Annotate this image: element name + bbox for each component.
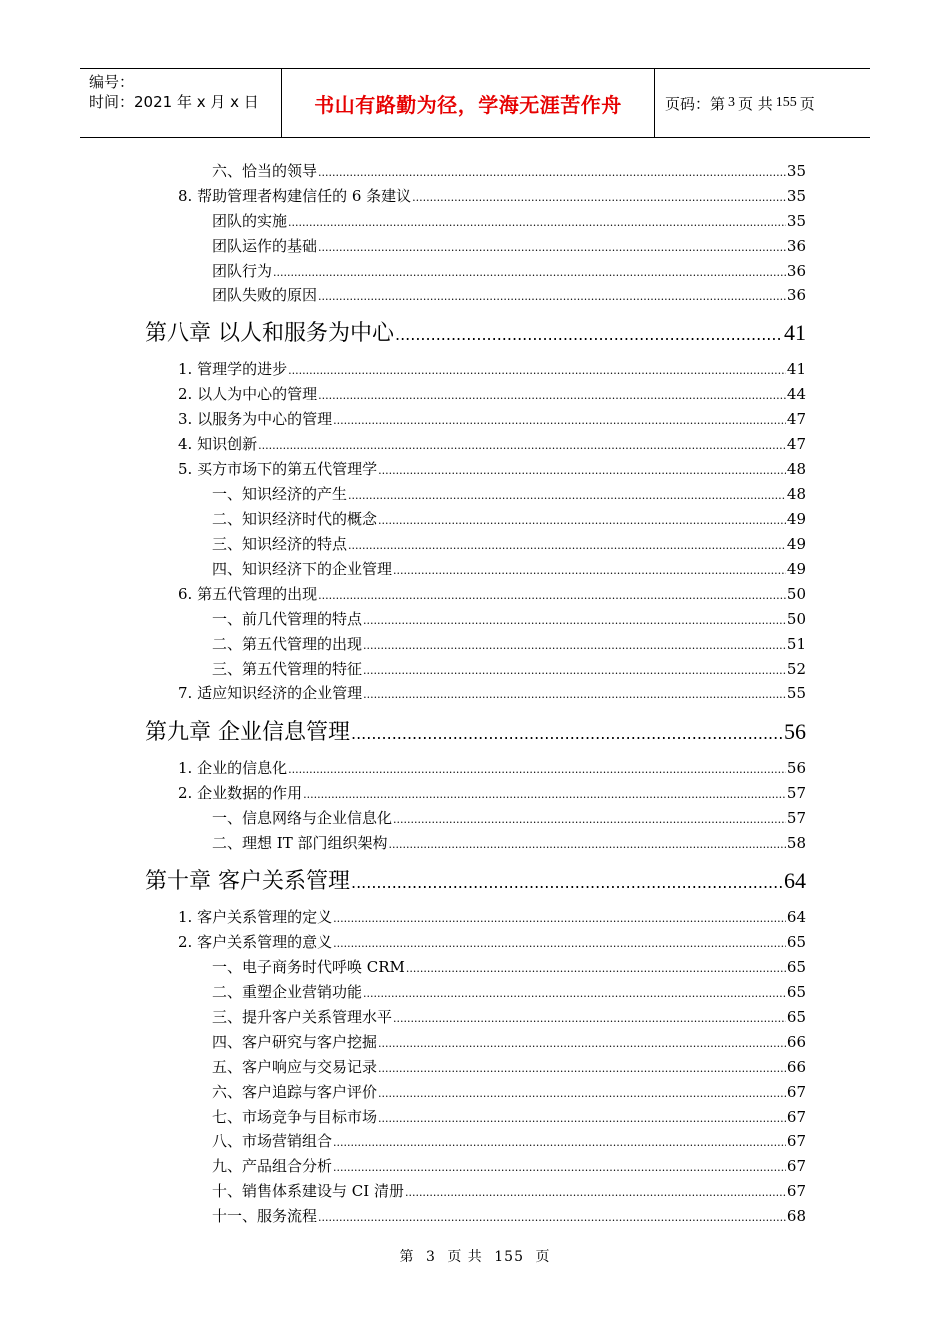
toc-entry-page: 67 xyxy=(786,1132,806,1150)
toc-chapter[interactable] xyxy=(145,315,806,351)
toc-entry-page: 35 xyxy=(786,187,806,205)
toc-leader xyxy=(333,407,786,433)
toc-entry-title: 三、第五代管理的特征 xyxy=(212,660,363,678)
header-motto: 书山有路勤为径，学海无涯苦作舟 xyxy=(282,69,655,137)
toc-entry[interactable] xyxy=(212,831,806,855)
toc-leader xyxy=(318,234,786,260)
toc-chapter-page: 41 xyxy=(784,320,806,345)
page-mid: 页 共 xyxy=(738,94,773,113)
toc-entry-page: 51 xyxy=(786,635,806,653)
page-footer xyxy=(0,1246,950,1266)
toc-entry-title: 十、销售体系建设与 CI 清册 xyxy=(212,1182,404,1200)
toc-entry-page: 67 xyxy=(786,1157,806,1175)
toc-entry[interactable] xyxy=(178,781,806,805)
toc-leader xyxy=(388,831,785,857)
toc-entry-page: 67 xyxy=(786,1083,806,1101)
toc-chapter-page: 64 xyxy=(784,868,806,893)
toc-entry[interactable] xyxy=(178,357,806,381)
toc-entry-page: 68 xyxy=(786,1207,806,1225)
toc-leader xyxy=(318,1204,786,1230)
toc-entry[interactable] xyxy=(212,482,806,506)
toc-entry-page: 35 xyxy=(786,212,806,230)
toc-entry-title: 团队行为 xyxy=(212,262,273,280)
toc-entry-title: 一、知识经济的产生 xyxy=(212,485,348,503)
toc-entry[interactable] xyxy=(178,184,806,208)
toc-entry-page: 65 xyxy=(786,933,806,951)
toc-entry-title: 八、市场营销组合 xyxy=(212,1132,333,1150)
toc-entry-page: 55 xyxy=(786,684,806,702)
toc-leader xyxy=(288,357,786,383)
toc-chapter[interactable] xyxy=(145,714,806,750)
toc-entry-title: 6. 第五代管理的出现 xyxy=(178,585,318,603)
toc-chapter-page: 56 xyxy=(784,719,806,744)
toc-entry-title: 二、理想 IT 部门组织架构 xyxy=(212,834,388,852)
toc-leader xyxy=(393,806,786,832)
toc-leader xyxy=(303,781,786,807)
toc-entry-page: 50 xyxy=(786,585,806,603)
toc-entry[interactable] xyxy=(212,1005,806,1029)
toc-entry[interactable] xyxy=(178,582,806,606)
toc-entry[interactable] xyxy=(212,1129,806,1153)
toc-leader xyxy=(318,283,786,309)
toc-entry[interactable] xyxy=(212,234,806,258)
toc-entry-page: 47 xyxy=(786,410,806,428)
toc-entry-title: 3. 以服务为中心的管理 xyxy=(178,410,333,428)
toc-chapter-title: 第九章 企业信息管理 xyxy=(145,720,350,745)
footer-current: 3 xyxy=(425,1249,436,1265)
toc-entry[interactable] xyxy=(212,1204,806,1228)
toc-leader xyxy=(393,1005,786,1031)
toc-entry[interactable] xyxy=(212,1055,806,1079)
toc-entry-page: 48 xyxy=(786,485,806,503)
toc-entry[interactable] xyxy=(178,407,806,431)
toc-leader xyxy=(405,1179,786,1205)
toc-entry-title: 二、第五代管理的出现 xyxy=(212,635,363,653)
toc-entry[interactable] xyxy=(212,209,806,233)
toc-entry[interactable] xyxy=(178,457,806,481)
toc-chapter-title: 第八章 以人和服务为中心 xyxy=(145,321,394,346)
toc-entry-page: 36 xyxy=(786,286,806,304)
toc-entry[interactable] xyxy=(178,930,806,954)
toc-leader xyxy=(318,159,786,185)
toc-leader xyxy=(288,756,786,782)
toc-entry-page: 65 xyxy=(786,958,806,976)
toc-entry[interactable] xyxy=(212,159,806,183)
page-total: 155 xyxy=(775,95,797,110)
toc-entry-page: 67 xyxy=(786,1182,806,1200)
toc-entry-page: 49 xyxy=(786,510,806,528)
footer-mid: 页 共 xyxy=(447,1249,483,1265)
toc-entry[interactable] xyxy=(212,980,806,1004)
footer-total: 155 xyxy=(494,1249,524,1265)
toc-entry[interactable] xyxy=(212,607,806,631)
toc-entry-page: 47 xyxy=(786,435,806,453)
toc-entry-title: 团队的实施 xyxy=(212,212,288,230)
toc-entry-title: 2. 以人为中心的管理 xyxy=(178,385,318,403)
toc-entry-title: 六、客户追踪与客户评价 xyxy=(212,1083,378,1101)
page-current: 3 xyxy=(728,95,736,110)
toc-entry-title: 三、知识经济的特点 xyxy=(212,535,348,553)
toc-entry-page: 49 xyxy=(786,560,806,578)
toc-entry-page: 41 xyxy=(786,360,806,378)
toc-leader xyxy=(273,259,786,285)
toc-leader xyxy=(378,457,786,483)
toc-chapter-title: 第十章 客户关系管理 xyxy=(145,869,350,894)
toc-leader xyxy=(378,1080,786,1106)
toc-leader xyxy=(348,532,786,558)
toc-leader xyxy=(378,1030,786,1056)
toc-entry-title: 一、前几代管理的特点 xyxy=(212,610,363,628)
toc-entry-title: 二、知识经济时代的概念 xyxy=(212,510,378,528)
toc-leader xyxy=(258,432,786,458)
toc-entry[interactable] xyxy=(212,1154,806,1178)
toc-entry-page: 66 xyxy=(786,1058,806,1076)
toc-entry[interactable] xyxy=(212,1179,806,1203)
toc-entry-title: 2. 客户关系管理的意义 xyxy=(178,933,333,951)
toc-entry-title: 二、重塑企业营销功能 xyxy=(212,983,363,1001)
toc-entry-page: 36 xyxy=(786,262,806,280)
toc-leader xyxy=(363,657,786,683)
toc-entry-page: 36 xyxy=(786,237,806,255)
footer-suffix: 页 xyxy=(535,1249,551,1265)
toc-leader xyxy=(288,209,786,235)
toc-leader xyxy=(378,1055,786,1081)
toc-entry-page: 66 xyxy=(786,1033,806,1051)
toc-entry-title: 一、信息网络与企业信息化 xyxy=(212,809,393,827)
toc-entry[interactable] xyxy=(212,1080,806,1104)
toc-entry-page: 67 xyxy=(786,1108,806,1126)
toc-entry[interactable] xyxy=(212,632,806,656)
toc-chapter[interactable] xyxy=(145,863,806,899)
toc-entry-title: 六、恰当的领导 xyxy=(212,162,318,180)
toc-entry-title: 四、知识经济下的企业管理 xyxy=(212,560,393,578)
page-label: 页码：第 xyxy=(665,94,726,113)
toc-entry-page: 57 xyxy=(786,809,806,827)
toc-leader xyxy=(363,632,786,658)
toc-entry[interactable] xyxy=(212,283,806,307)
toc-leader xyxy=(395,316,783,353)
toc-entry-title: 1. 客户关系管理的定义 xyxy=(178,908,333,926)
toc-leader xyxy=(363,980,786,1006)
toc-entry-page: 65 xyxy=(786,983,806,1001)
toc-entry-title: 七、市场竞争与目标市场 xyxy=(212,1108,378,1126)
toc-leader xyxy=(333,1129,786,1155)
toc-leader xyxy=(351,715,783,752)
toc-entry-title: 九、产品组合分析 xyxy=(212,1157,333,1175)
toc-leader xyxy=(333,1154,786,1180)
time-label: 时间：2021 年 x 月 x 日 xyxy=(89,93,259,111)
toc-entry[interactable] xyxy=(212,259,806,283)
toc-entry-page: 48 xyxy=(786,460,806,478)
toc-leader xyxy=(378,507,786,533)
toc-entry-title: 5. 买方市场下的第五代管理学 xyxy=(178,460,378,478)
toc-entry[interactable] xyxy=(212,532,806,556)
toc-entry-page: 64 xyxy=(786,908,806,926)
toc-entry-page: 56 xyxy=(786,759,806,777)
toc-entry-page: 57 xyxy=(786,784,806,802)
toc-leader xyxy=(393,557,786,583)
toc-entry[interactable] xyxy=(212,1030,806,1054)
toc-leader xyxy=(351,864,783,901)
toc-entry-title: 团队失败的原因 xyxy=(212,286,318,304)
toc-leader xyxy=(333,905,786,931)
toc-entry[interactable] xyxy=(212,806,806,830)
toc-entry-page: 65 xyxy=(786,1008,806,1026)
toc-entry[interactable] xyxy=(178,382,806,406)
toc-entry-title: 四、客户研究与客户挖掘 xyxy=(212,1033,378,1051)
toc-entry-page: 58 xyxy=(786,834,806,852)
toc-entry[interactable] xyxy=(212,1105,806,1129)
toc-entry[interactable] xyxy=(178,905,806,929)
toc-entry-title: 4. 知识创新 xyxy=(178,435,258,453)
toc-leader xyxy=(406,955,786,981)
toc-entry-title: 团队运作的基础 xyxy=(212,237,318,255)
toc-entry-title: 8. 帮助管理者构建信任的 6 条建议 xyxy=(178,187,412,205)
toc-entry[interactable] xyxy=(212,507,806,531)
toc-leader xyxy=(363,681,786,707)
toc-leader xyxy=(333,930,786,956)
toc-leader xyxy=(318,582,786,608)
toc-entry-title: 7. 适应知识经济的企业管理 xyxy=(178,684,363,702)
toc-entry-title: 十一、服务流程 xyxy=(212,1207,318,1225)
toc-entry-title: 1. 企业的信息化 xyxy=(178,759,288,777)
toc-entry-page: 50 xyxy=(786,610,806,628)
toc-entry[interactable] xyxy=(212,657,806,681)
footer-prefix: 第 xyxy=(399,1249,415,1265)
page-end: 页 xyxy=(799,94,815,113)
toc-entry-title: 一、电子商务时代呼唤 CRM xyxy=(212,958,405,976)
toc-leader xyxy=(318,382,786,408)
toc-leader xyxy=(378,1105,786,1131)
toc-entry-page: 52 xyxy=(786,660,806,678)
toc-leader xyxy=(363,607,786,633)
number-label: 编号： xyxy=(89,73,135,91)
toc-entry-title: 五、客户响应与交易记录 xyxy=(212,1058,378,1076)
toc-entry[interactable] xyxy=(178,756,806,780)
toc-entry-page: 44 xyxy=(786,385,806,403)
toc-entry-title: 三、提升客户关系管理水平 xyxy=(212,1008,393,1026)
toc-entry[interactable] xyxy=(212,955,806,979)
toc-entry[interactable] xyxy=(212,557,806,581)
toc-entry[interactable] xyxy=(178,432,806,456)
toc-entry-page: 35 xyxy=(786,162,806,180)
toc-entry-page: 49 xyxy=(786,535,806,553)
toc-entry[interactable] xyxy=(178,681,806,705)
toc-leader xyxy=(412,184,786,210)
toc-entry-title: 2. 企业数据的作用 xyxy=(178,784,303,802)
toc-leader xyxy=(348,482,786,508)
toc-entry-title: 1. 管理学的进步 xyxy=(178,360,288,378)
